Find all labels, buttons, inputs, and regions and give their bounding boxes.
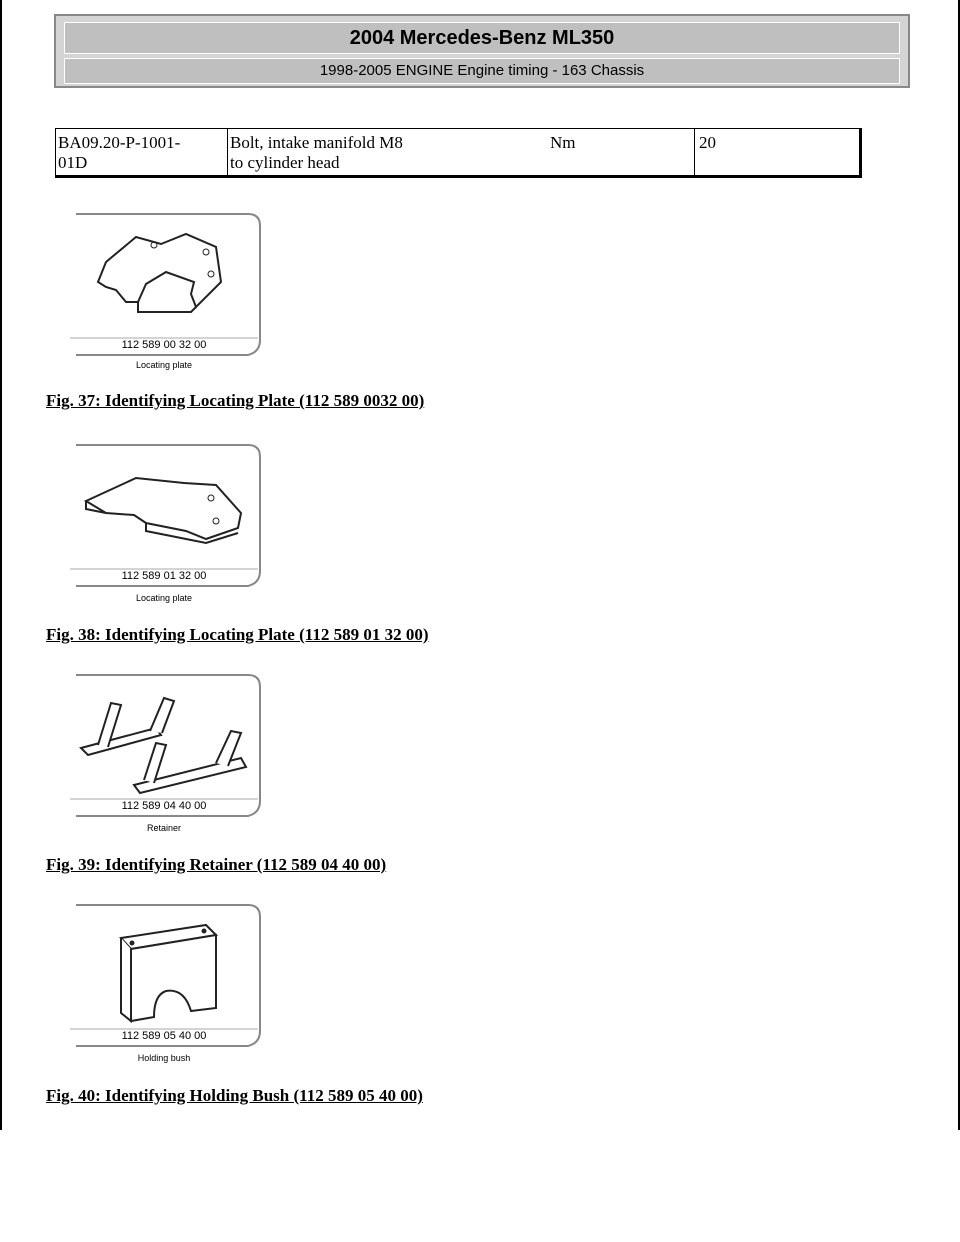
torque-spec-table xyxy=(55,128,862,178)
figure-39-caption: Fig. 39: Identifying Retainer (112 589 04 40 00) xyxy=(46,855,387,874)
page-border-left xyxy=(0,0,2,1130)
figure-39-part-number: 112 589 04 40 00 xyxy=(121,800,207,812)
figure-40-caption: Fig. 40: Identifying Holding Bush (112 589 05 40 00) xyxy=(46,1086,423,1105)
figure-37-caption: Fig. 37: Identifying Locating Plate (112 589 0032 00) xyxy=(46,391,425,410)
figure-38-image-label: Locating plate xyxy=(135,593,193,603)
figure-40-part-number: 112 589 05 40 00 xyxy=(121,1030,207,1042)
spec-code: BA09.20-P-1001- 01D xyxy=(56,129,228,175)
document-header xyxy=(54,14,910,88)
spec-unit: Nm xyxy=(548,129,695,175)
figure-39-image-label: Retainer xyxy=(146,823,182,833)
spec-description: Bolt, intake manifold M8 to cylinder head xyxy=(230,133,403,172)
spec-value: 20 xyxy=(699,133,716,152)
figure-40-image-label: Holding bush xyxy=(137,1053,191,1063)
figure-37-part-number: 112 589 00 32 00 xyxy=(121,339,207,351)
document-title: 2004 Mercedes-Benz ML350 xyxy=(64,22,900,54)
document-subtitle: 1998-2005 ENGINE Engine timing - 163 Chassis xyxy=(64,58,900,84)
figure-38-caption: Fig. 38: Identifying Locating Plate (112 589 01 32 00) xyxy=(46,625,429,644)
figure-37-image-label: Locating plate xyxy=(135,360,193,370)
figure-38-part-number: 112 589 01 32 00 xyxy=(121,570,207,582)
